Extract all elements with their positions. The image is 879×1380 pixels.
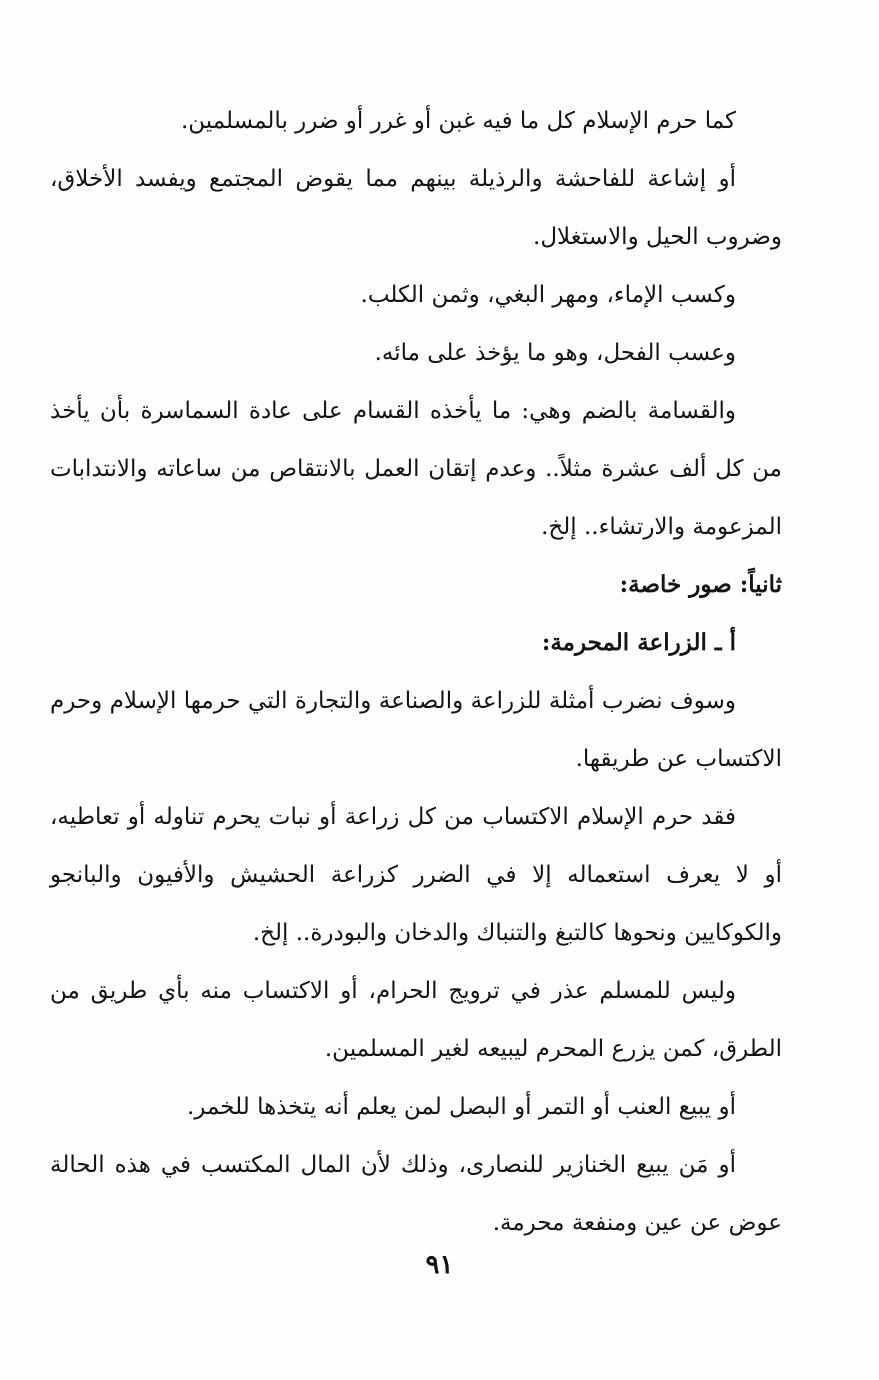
paragraph: كما حرم الإسلام كل ما فيه غبن أو غرر أو ضرر بالمسلمين.	[180, 108, 736, 134]
paragraph: أو مَن يبيع الخنازير للنصارى، وذلك لأن المال المكتسب في هذه الحالة عوض عن عين ومنفعة محرمة.	[50, 1152, 782, 1236]
section-heading: ثانياً: صور خاصة:	[619, 571, 782, 598]
paragraph: أو يبيع العنب أو التمر أو البصل لمن يعلم أنه يتخذها للخمر.	[186, 1094, 736, 1120]
paragraph: فقد حرم الإسلام الاكتساب من كل زراعة أو نبات يحرم تناوله أو تعاطيه، أو لا يعرف استعماله إلا في الضرر كزراعة الحشيش والأفيون والبانجو والكوكايين ونحوها كالتبغ والتنباك والدخان والبودرة.. إلخ.	[50, 804, 782, 946]
paragraph: وعسب الفحل، وهو ما يؤخذ على مائه.	[374, 340, 736, 366]
page-body	[50, 92, 782, 1252]
subsection-heading: أ ـ الزراعة المحرمة:	[541, 629, 736, 656]
paragraph: والقسامة بالضم وهي: ما يأخذه القسام على عادة السماسرة بأن يأخذ من كل ألف عشرة مثلاً.. وعدم إتقان العمل بالانتقاص من ساعاته والانتدابات المزعومة والارتشاء.. إلخ.	[50, 398, 782, 540]
paragraph: وكسب الإماء، ومهر البغي، وثمن الكلب.	[360, 282, 736, 308]
paragraph: أو إشاعة للفاحشة والرذيلة بينهم مما يقوض المجتمع ويفسد الأخلاق، وضروب الحيل والاستغلال.	[50, 166, 782, 250]
page-number: ٩١	[425, 1250, 454, 1280]
paragraph: وسوف نضرب أمثلة للزراعة والصناعة والتجارة التي حرمها الإسلام وحرم الاكتساب عن طريقها.	[50, 688, 782, 772]
paragraph: وليس للمسلم عذر في ترويج الحرام، أو الاكتساب منه بأي طريق من الطرق، كمن يزرع المحرم ليبيعه لغير المسلمين.	[50, 978, 782, 1062]
